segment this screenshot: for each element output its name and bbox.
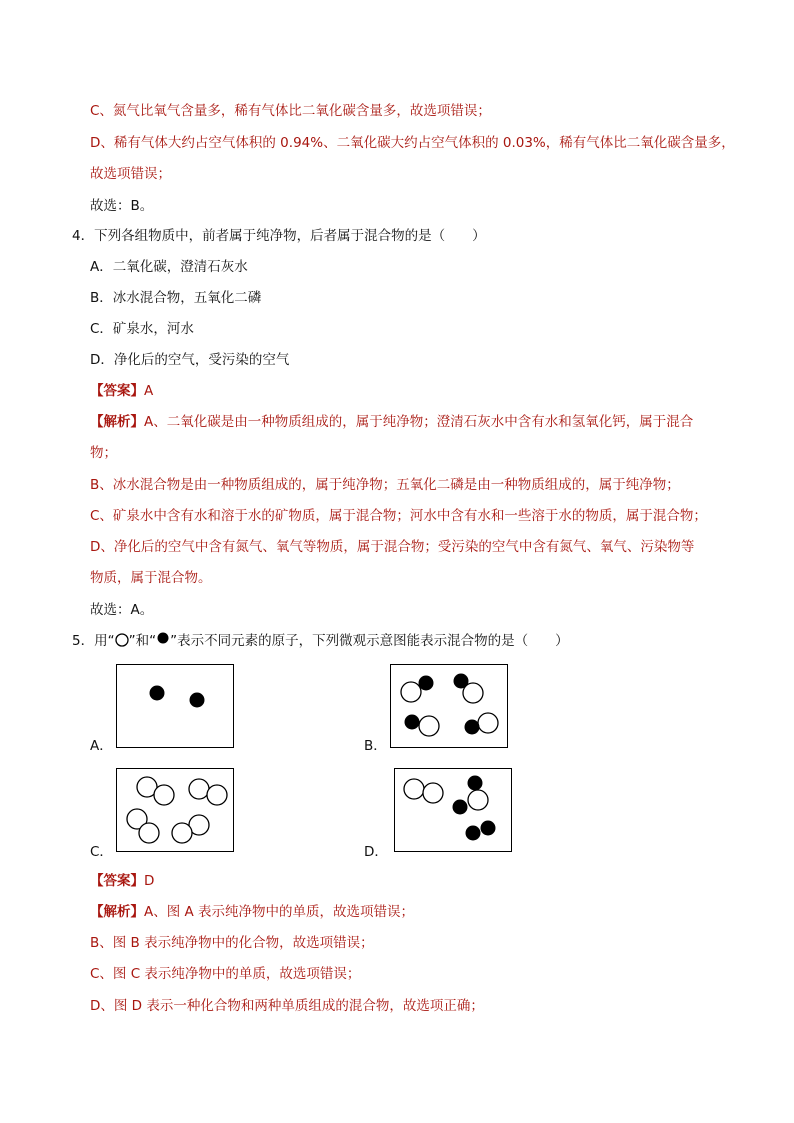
q4-choice: 故选：A。: [90, 602, 154, 618]
q4-analysis-b: B、冰水混合物是由一种物质组成的，属于纯净物；五氧化二磷是由一种物质组成的，属于纯净物；: [90, 477, 680, 493]
diagram-d-molecules: [395, 769, 511, 851]
q5-answer-tag: 【答案】: [90, 873, 144, 889]
q4-analysis-d-2: 物质，属于混合物。: [90, 570, 212, 586]
diagram-b-label: B．: [364, 738, 387, 754]
prev-analysis-d-2: 故选项错误；: [90, 166, 171, 182]
diagram-b-molecules: [391, 665, 507, 747]
diagram-b: [390, 664, 508, 748]
q4-answer: [90, 381, 153, 401]
diagram-a: [116, 664, 234, 748]
q4-analysis-tag: 【解析】: [90, 414, 144, 430]
q4-option-c: C．矿泉水，河水: [90, 321, 194, 337]
q4-stem: 4．下列各组物质中，前者属于纯净物，后者属于混合物的是（ ）: [72, 228, 486, 244]
diagram-c: [116, 768, 234, 852]
q4-analysis-d-1: D、净化后的空气中含有氮气、氧气等物质，属于混合物；受污染的空气中含有氮气、氧气、污染物等: [90, 539, 695, 555]
q4-answer-value: A: [144, 383, 154, 399]
prev-analysis-d-1: D、稀有气体大约占空气体积的 0.94%、二氧化碳大约占空气体积的 0.03%，稀有气体比二氧化碳含量多，: [90, 135, 735, 151]
prev-choice: 故选：B。: [90, 198, 154, 214]
q5-stem: [72, 631, 569, 651]
q4-option-a: A．二氧化碳，澄清石灰水: [90, 259, 248, 275]
q4-analysis-a-text: A、二氧化碳是由一种物质组成的，属于纯净物；澄清石灰水中含有水和氢氧化钙，属于混合: [144, 414, 694, 430]
q4-answer-tag: 【答案】: [90, 383, 144, 399]
q4-analysis-a-2: 物；: [90, 445, 117, 461]
diagram-c-molecules: [117, 769, 233, 851]
q5-stem-post: ”表示不同元素的原子，下列微观示意图能表示混合物的是（ ）: [170, 633, 569, 649]
q4-analysis-a-1: [90, 412, 693, 432]
q5-analysis-a-text: A、图 A 表示纯净物中的单质，故选项错误；: [144, 904, 415, 920]
diagram-a-atoms: [117, 665, 233, 747]
q5-answer: [90, 871, 154, 891]
q4-analysis-c: C、矿泉水中含有水和溶于水的矿物质，属于混合物；河水中含有水和一些溶于水的物质，属于混合物；: [90, 508, 707, 524]
q5-analysis-a: [90, 902, 414, 922]
q5-analysis-tag: 【解析】: [90, 904, 144, 920]
q5-stem-pre: 5．用“: [72, 633, 115, 649]
q5-analysis-b: B、图 B 表示纯净物中的化合物，故选项错误；: [90, 935, 374, 951]
black-atom-icon: [156, 632, 170, 646]
q5-analysis-d: D、图 D 表示一种化合物和两种单质组成的混合物，故选项正确；: [90, 998, 484, 1014]
diagram-d: [394, 768, 512, 852]
q5-analysis-c: C、图 C 表示纯净物中的单质，故选项错误；: [90, 966, 361, 982]
q4-option-b: B．冰水混合物，五氧化二磷: [90, 290, 262, 306]
white-atom-icon: [115, 633, 129, 647]
q5-answer-value: D: [144, 873, 155, 889]
prev-analysis-c: C、氮气比氧气含量多，稀有气体比二氧化碳含量多，故选项错误；: [90, 103, 491, 119]
diagram-c-label: C．: [90, 844, 113, 860]
q4-option-d: D．净化后的空气，受污染的空气: [90, 352, 290, 368]
diagram-d-label: D．: [364, 844, 388, 860]
diagram-a-label: A．: [90, 738, 113, 754]
q5-stem-mid: ”和“: [128, 633, 157, 649]
